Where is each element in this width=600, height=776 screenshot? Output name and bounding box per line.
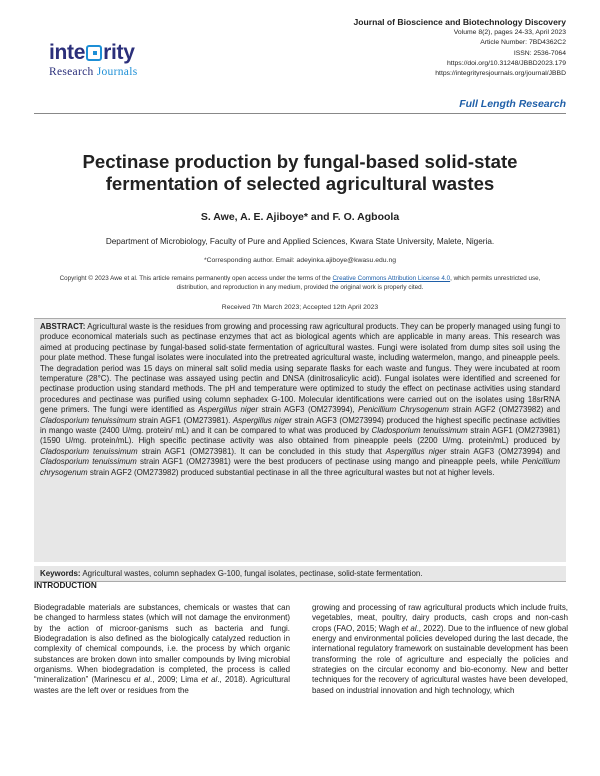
abstract-text-2: strain AGF3 (OM273994), (258, 405, 359, 415)
intro-left-c: ., 2018). Agricultural wastes are the left over or residues from the (34, 675, 290, 695)
logo-word-start: inte (49, 41, 86, 64)
abstract-text-6: strain AGF1 (OM273981) (1590 U/mg. protein/mL). High specific pectinase activity was also obtained from pineapple peels (2200 U/mg. protein/mL) produced by (40, 426, 560, 446)
abstract-text-9: strain AGF1 (OM273981) were the best producers of pectinase using mango and pineapple peels, while (136, 457, 523, 467)
corresponding-author: *Corresponding author. Email: adeyinka.ajiboye@kwasu.edu.ng (203, 257, 397, 264)
copyright-notice (48, 274, 552, 293)
species-8: Cladosporium tenuissimum (40, 457, 137, 467)
keywords-box (34, 566, 566, 582)
abstract-box (34, 318, 566, 562)
journal-info (266, 16, 566, 79)
affiliation: Department of Microbiology, Faculty of Pure and Applied Sciences, Kwara State University, Malete, Nigeria. (105, 237, 495, 246)
article-number: Article Number: 7BD4362C2 (480, 39, 566, 47)
journal-url[interactable]: https://integrityresjournals.org/journal/JBBD (435, 70, 566, 78)
copyright-after: , which permits unrestricted use, distribution, and reproduction in any medium, provided the original work is properly cited. (176, 275, 541, 292)
species-6: Cladosporium tenuissimum (40, 446, 138, 456)
intro-right-a: growing and processing of raw agricultural products which include fruits, vegetables, meat, poultry, dairy products, cash crops and non-cash crops (FAO, 2015; Wagh (312, 603, 568, 633)
intro-right-b: ., 2022). Due to the influence of new global energy and environmental policies developed during the last decade, the international regulatory framework on sustainable development has been transforming the role of agriculture and especially the policies and strategies on the circular economy and bio-economy. New and better techniques for the recovery of agricultural wastes have been developed, based on industrial innovation and high technology, which (312, 623, 568, 695)
abstract-text-5: strain AGF3 (OM273994) produced the highest specific pectinase activities in mango waste (2400 U/mg. protein/ mL) and it can be compared to what was produced by (40, 415, 561, 436)
abstract-text-8: strain AGF3 (OM273994) and (446, 446, 561, 456)
species-7: Aspergillus niger (385, 446, 447, 456)
issn: ISSN: 2536-7064 (513, 49, 566, 57)
publisher-logo (49, 42, 179, 78)
species-9: Penicillium chrysogenum (40, 457, 560, 477)
received-dates: Received 7th March 2023; Accepted 12th April 2023 (221, 304, 379, 311)
abstract-text-7: strain AGF1 (OM273981). It can be concluded in this study that (137, 446, 386, 456)
logo-sub-second: Journals (96, 66, 138, 78)
etal-2: et al (201, 675, 218, 685)
etal-3: et al (401, 623, 417, 633)
intro-column-right (312, 603, 568, 773)
title-line-1: Pectinase production by fungal-based solid-state (82, 151, 518, 172)
doi-link[interactable]: https://doi.org/10.31248/JBBD2023.179 (446, 59, 566, 67)
intro-left-b: ., 2009; Lima (150, 675, 202, 685)
journal-name: Journal of Bioscience and Biotechnology Discovery (353, 17, 566, 27)
logo-wordmark (49, 42, 179, 63)
header-divider (34, 113, 566, 114)
intro-left-a: Biodegradable materials are substances, chemicals or wastes that can be changed to harmless states (which will not damage the environment) by the action of microor-ganisms such as bacteria and fungi. Biodegradation is also defined as the biologically catalyzed reduction in complexity of chemical compounds, i.e. the process by which organic substances are broken down into smaller compounds by living microbial organisms. When biodegradation is completed, the process is called “mineralization” (Marinescu (34, 603, 290, 685)
logo-sub-first: Research (49, 66, 94, 78)
species-3: Cladosporium tenuissimum (40, 415, 137, 425)
species-4: Aspergillus niger (232, 415, 292, 425)
journal-volume: Volume 8(2), pages 24-33, April 2023 (453, 29, 566, 36)
etal-1: et al (134, 675, 151, 685)
species-5: Cladosporium tenuissimum (371, 426, 468, 436)
intro-column-left (34, 603, 290, 773)
license-link[interactable]: Creative Commons Attribution License 4.0 (332, 275, 451, 282)
abstract-label: ABSTRACT: (40, 322, 86, 331)
abstract-text-1: Agricultural waste is the residues from growing and processing raw agricultural products. They can be properly managed using fungi to produce economical materials such as pectinase enzymes that act as biological agents which are applicable in many areas. This research was aimed at producing pectinase by fungal-based solid-state fermentation of agricultural wastes. Fungi were isolated from dump sites soil using the pour plate method. These fungal isolates were inoculated into the pretreated agricultural waste, including watermelon, mango, and pineapple peels. The degradation period was 15 days on mineral salt solid media using separate flasks for each waste and fungus. They were incubated at room temperature (28°C). The pectinase was assayed using pectin and DNSA (dinitrosalicylic acid). Fungal isolates were identified and screened for pectinase production using standard methods. The pH and temperature were optimized to study the effect on pectinase activities using standard procedures and pectinase was purified using column sephadex G-100. Molecular identifications were carried out on the isolates using 18srRNA gene primers. The fungi were identified as (40, 322, 560, 415)
logo-word-end: rity (103, 41, 135, 64)
paper-title (40, 151, 560, 195)
title-line-2: fermentation of selected agricultural wastes (105, 173, 495, 194)
keywords-label: Keywords: (40, 569, 81, 578)
species-2: Penicillium Chrysogenum (358, 405, 449, 415)
abstract-text-3: strain AGF2 (OM273982) and (448, 405, 560, 415)
keywords-text: Agricultural wastes, column sephadex G-100, fungal isolates, pectinase, solid-state fermentation. (80, 569, 423, 578)
logo-subtitle (49, 66, 179, 78)
introduction-heading: INTRODUCTION (34, 581, 97, 590)
copyright-before: Copyright © 2023 Awe et al. This article remains permanently open access under the terms of the (59, 275, 333, 282)
abstract-text-4: strain AGF1 (OM273981). (136, 415, 233, 425)
species-1: Aspergillus niger (198, 405, 259, 415)
authors: S. Awe, A. E. Ajiboye* and F. O. Agboola (200, 211, 400, 223)
article-type: Full Length Research (459, 98, 566, 110)
logo-g-icon (86, 45, 102, 61)
abstract-text-10: strain AGF2 (OM273982) produced substantial pectinase in all the three agricultural wastes but not at higher levels. (87, 467, 495, 477)
